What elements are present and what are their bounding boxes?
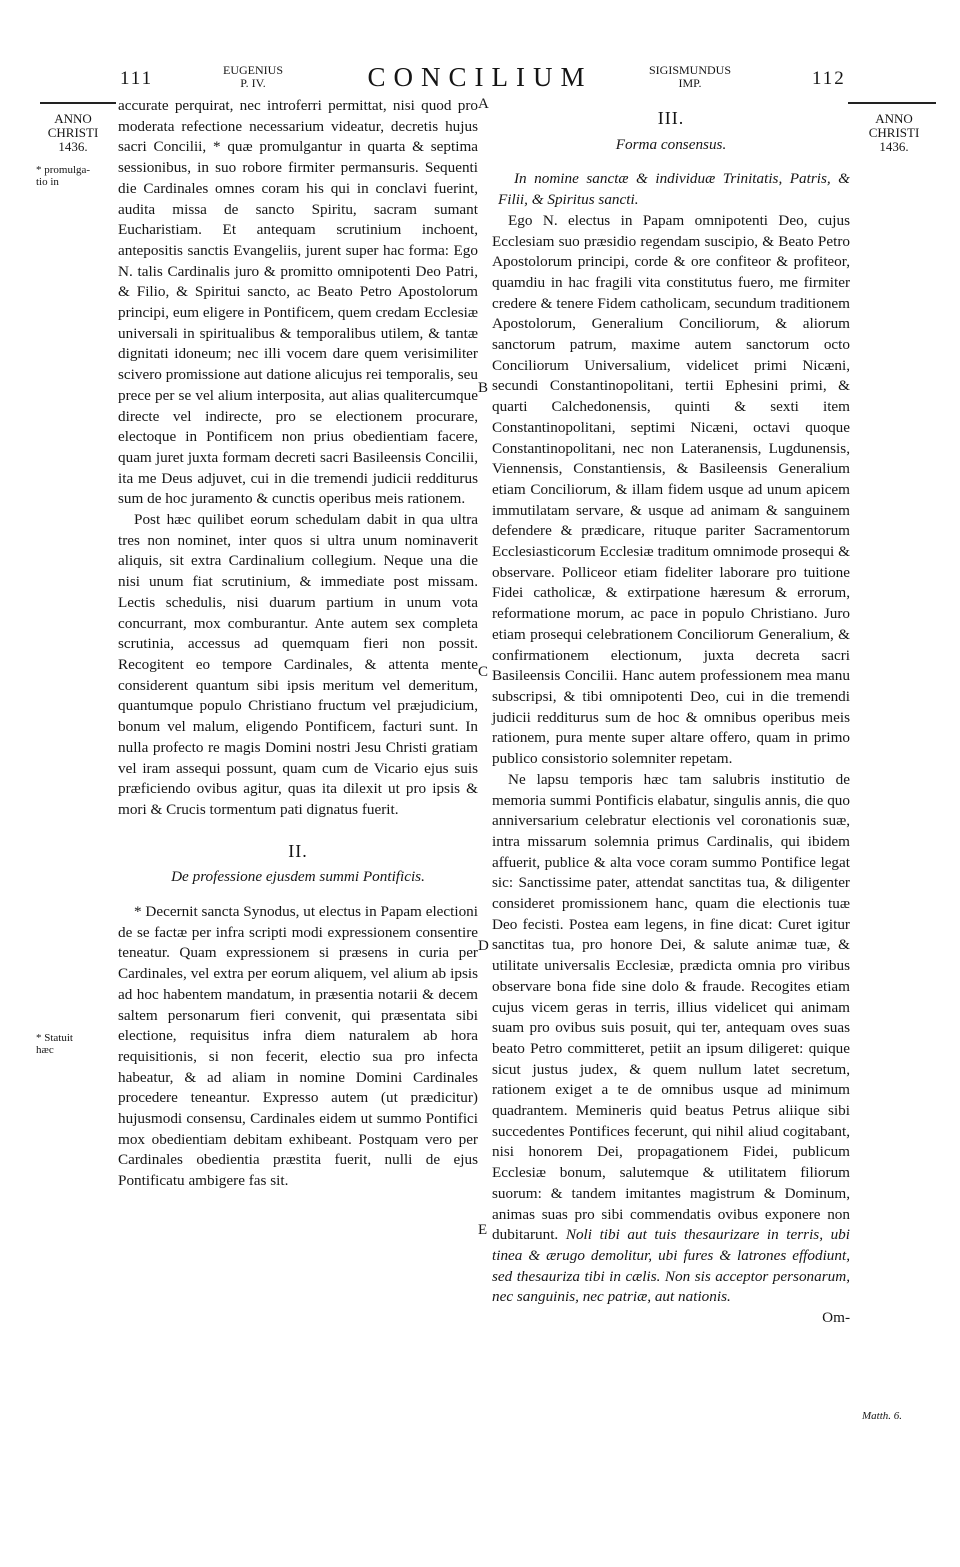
header-rule-right xyxy=(848,102,936,104)
year-note-right xyxy=(852,112,936,154)
left-heading-line2: P. IV. xyxy=(240,76,266,90)
paragraph-anniversary xyxy=(492,770,850,1308)
right-heading-line1: SIGISMUNDUS xyxy=(648,63,731,77)
scripture-quote: Noli tibi aut tuis thesaurizare in terris, ubi tinea & ærugo demolitur, ubi fures & latrones effodiunt, sed thesauriza tibi in cælis. Non sis acceptor personarum, nec sanguinis, nec patriæ, aut nationis. xyxy=(492,1226,850,1306)
anno-word: ANNO xyxy=(875,111,913,126)
section-title: De professione ejusdem summi Pontificis. xyxy=(171,868,425,886)
section-title: Forma consensus. xyxy=(615,135,727,153)
year-note-left xyxy=(38,112,108,154)
section-letter-b: B xyxy=(478,380,489,396)
section-letter-d: D xyxy=(478,938,489,954)
marginal-note-line: * Statuit xyxy=(36,1032,73,1044)
paragraph-text: Ne lapsu temporis hæc tam salubris institutio de memoria summi Pontificis elabatur, singulis annis, die quo anniversarium celebratur electionis vel coronationis suæ, intra missarum solemnia primus Cardinalis, qui ibidem affuerit, publice & alta voce coram summo Pontifice legat sic: Sanctissime pater, attendat sanctitas tua, & diligenter consideret promissionem hanc, quam die electionis tuæ Deo fecisti. Postea eam legens, in fine dicat: Curet igitur sanctitas tua, pro honore Dei, & salute animæ tuæ, & utilitate universalis Ecclesiæ, prædicta omnia pro viribus observare bona fide sine dolo & fraude. Recogites etiam cujus vicem geras in terris, illius videlicet qui animam suam pro ovibus suis posuit, qui ter, antequam oves suas beato Petro committeret, petiit an ipsum diligeret: quique sicut justus judex, & quem nullum latet secretum, rationem exiget a te de omnibus usque ad minimum quadrantem. Memineris quid beatus Petrus aliique sibi succedentes Pontifices fecerunt, qui nihil aliud cogitabant, nisi honorem Dei, propagationem Fidei, publicum Ecclesiæ bonum, salutemque & utilitatem filiorum suorum: & tandem imitantes magistrum & Dominum, animas suas pro sibi commendatis ovibus exponere non dubitarunt. xyxy=(492,770,850,1244)
right-column xyxy=(492,96,850,1329)
header-rule-left xyxy=(40,102,116,104)
paragraph-profession: Ego N. electus in Papam omnipotenti Deo, cujus Ecclesiam suo præsidio regendam suscipio, & Beato Petro Apostolorum principi, corde & ore confiteor & profiteor, quamdiu in hac fragili vita constitutus fuero, me firmiter credere & tenere Fidem catholicam, secundum traditionem Apostolorum, Generalium Conciliorum, & aliorum sanctorum patrum, maxime autem sanctorum octo Conciliorum Universalium, videlicet primi Nicæni, secundi Constantinopolitani, tertii Ephesini primi, & quarti Calchedonensis, quinti & sexti item Constantinopolitani, septimi Nicæni, octavi quoque Constantinopolitani, nec non Lateranensis, Lugdunensis, Viennensis, Constantiensis, & Basileensis Generalium etiam Conciliorum, & illam fidem usque ad unum apicem immutilatam servare, & usque ad animam & sanguinem defendere & prædicare, rituque pariter Sacramentorum Ecclesiasticorum Ecclesiæ traditum omnimode prosequi & observare. Polliceor etiam fideliter laborare pro tuitione Fidei catholicæ, & extirpatione hæresum & errorum, reformatione morum, ac pace in populo Christiano. Juro etiam prosequi celebrationem Conciliorum Generalium, & confirmationem electionum, juxta decreta sacri Basileensis Concilii. Hanc autem professionem mea manu subscripsi, & tibi omnipotenti Deo, cui in die tremendi judicii redditurus sum de hoc & omnibus operibus meis rationem, pura mente super altare offero, quam in primo publico consistorio solemniter repetam. xyxy=(492,211,850,768)
marginal-note-matthew: Matth. 6. xyxy=(862,1410,903,1422)
invocation: In nomine sanctæ & individuæ Trinitatis, Patris, & Filii, & Spiritus sancti. xyxy=(498,170,850,209)
section-letter-a: A xyxy=(478,96,489,112)
paragraph-scrutiny: Post hæc quilibet eorum schedulam dabit in qua ultra tres non nominet, inter quos si ultra unum nominaverit aliquis, sit extra Cardinalium collegium. Neque una die nisi unum fiat scrutinium, & immediate post missam. Lectis schedulis, nisi duarum partium in unum vota concurrant, mox comburantur. Ante autem sex completa scrutinia, accessus ad quemquam fieri non possit. Recogitent eo tempore Cardinales, & attenta mente considerent quantum sibi ipsis meritum vel demeritum, quantumque populo Christiano fructum vel præjudicium, bonum vel malum, eligendo Pontificem, facturi sunt. In nulla profecto re magis Domini nostri Jesu Christi gratiam vel iram assequi possunt, quam cum de Vicario ejus suis præficiendo ovibus agitur, quas ita dilexit ut pro ipsis & mori & Crucis tormentum pati dignatus fuerit. xyxy=(118,511,478,818)
anno-word: ANNO xyxy=(54,111,92,126)
right-heading-line2: IMP. xyxy=(678,76,702,90)
right-running-heading xyxy=(620,64,760,90)
paragraph-conclave-oath: accurate perquirat, nec introferri permittat, nisi quod pro moderata refectione necessarium videatur, decretis hujus sacri Concilii, * quæ promulgantur in quarta & septima sessionibus, in suo robore firmiter permansuris. Sequenti die Cardinales omnes coram his qui in conclavi fuerint, audita missa de sancto Spiritu, sacram sumant Eucharistiam. Et antequam scrutinium inchoent, antepositis sanctis Evangeliis, jurent super hac forma: Ego N. talis Cardinalis juro & promitto omnipotenti Deo Patri, & Filio, & Spiritui sancto, ac Beato Petro Apostolorum principi, eum eligere in Pontificem, quem credam Ecclesiæ universali in spiritualibus & temporalibus utilem, & tantæ dignitati idoneum; nec illi vocem dare quem verisimiliter scivero promissione aut datione alicujus rei temporalis, seu prece per se vel alium interposita, aut alias qualitercumque directe vel indirecte, pro se electionem procurare, electoque in Pontificem non prius obedientiam facere, quam juret juxta formam decreti sacri Basileensis Concilii, ita me Deus adjuvet, cui in die tremendi judicii redditurus sum de hoc juramento & cunctis operibus meis rationem. xyxy=(118,97,478,508)
marginal-note-statuit xyxy=(36,1032,96,1056)
section-letter-c: C xyxy=(478,664,489,680)
section-number: II. xyxy=(288,840,308,861)
page-number-left: 111 xyxy=(120,68,154,89)
left-column xyxy=(118,96,478,1192)
marginal-note-promulgatio xyxy=(36,164,108,188)
left-heading-line1: EUGENIUS xyxy=(223,63,283,77)
christi-word: CHRISTI xyxy=(47,125,99,140)
catchword: Om- xyxy=(822,1309,850,1327)
christi-word: CHRISTI xyxy=(868,125,920,140)
section-number: III. xyxy=(657,108,685,128)
page-number-right: 112 xyxy=(812,68,846,89)
year-value: 1436. xyxy=(58,139,88,154)
marginal-note-line: tio in xyxy=(36,176,59,188)
year-value: 1436. xyxy=(879,139,909,154)
section-letter-e: E xyxy=(478,1222,488,1238)
paragraph-consent: * Decernit sancta Synodus, ut electus in Papam electioni de se factæ per infra scripti modi expressionem consentire teneatur. Quam expressionem si præsens in curia per Cardinales, vel extra per eorum aliquem, vel alium ab ipsis ad hoc habentem mandatum, in præsentia notarii & decem saltem personarum fieri convenit, qui præsentata sibi electione, requisitus infra diem naturalem ab hora requisitionis, si non fecerit, electio sua pro infecta habeatur, & ad aliam in nomine Domini Cardinales procedere teneantur. Expresso autem (ut prædicitur) hujusmodi consensu, Cardinales eidem ut summo Pontifici mox obedientiam debitam exhibeant. Postquam vero per Cardinales obedientia præstita fuerit, nulli de ejus Pontificatu ambigere fas sit. xyxy=(118,903,478,1190)
marginal-note-line: * promulga- xyxy=(36,164,91,176)
marginal-note-line: hæc xyxy=(36,1044,54,1056)
page-title: CONCILIUM xyxy=(367,62,593,92)
